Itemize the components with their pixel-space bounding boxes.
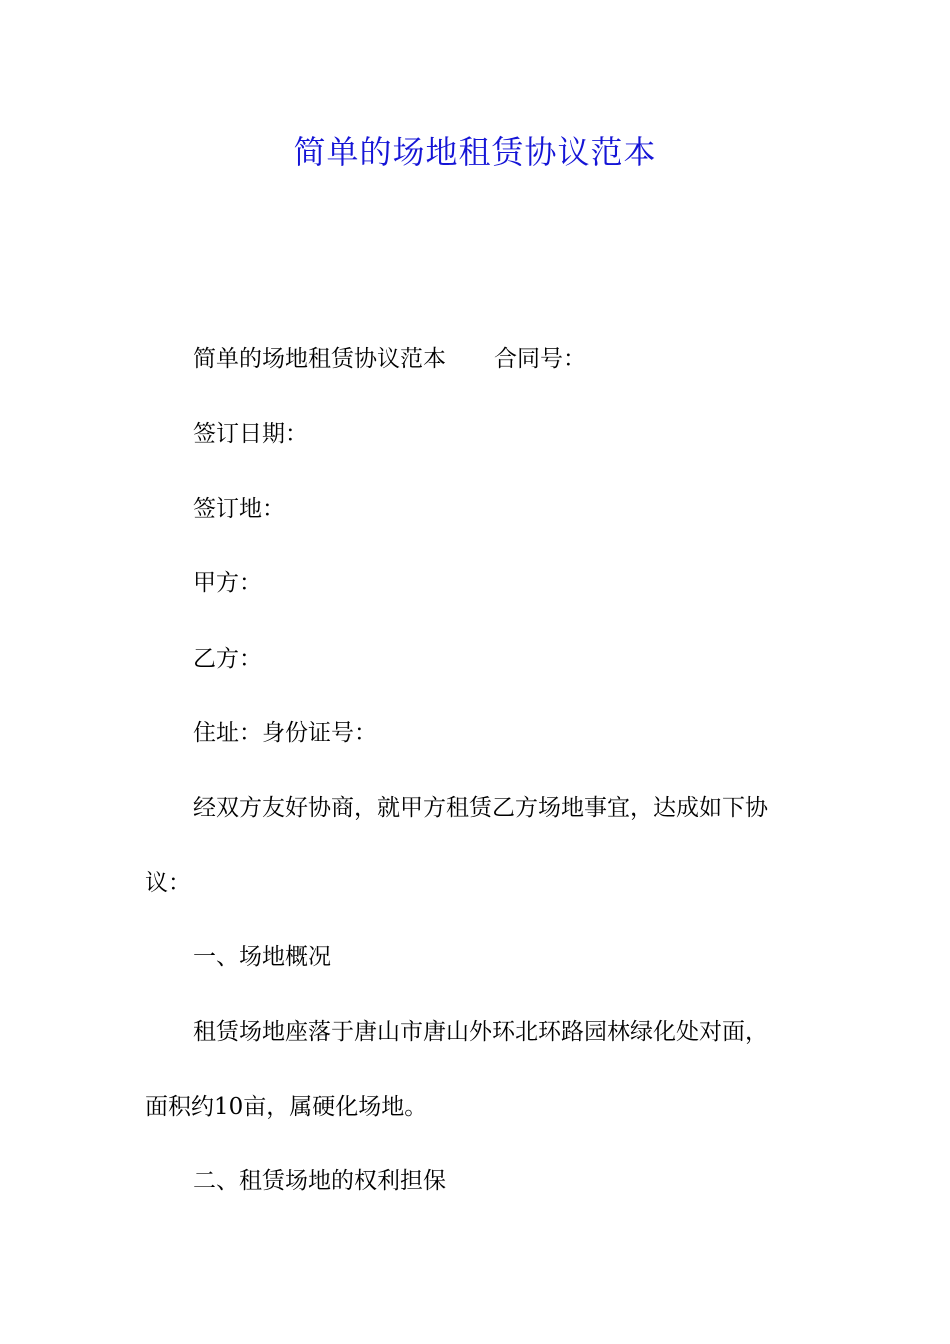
agreement-intro-line-2: 议：	[145, 870, 191, 896]
header-line	[193, 344, 586, 374]
agreement-intro-line-1: 经双方友好协商，就甲方租赁乙方场地事宜，达成如下协	[193, 795, 768, 821]
party-a-label: 甲方：	[193, 570, 262, 596]
sign-place-label: 签订地：	[193, 496, 285, 522]
section-1-heading: 一、场地概况	[193, 944, 331, 970]
document-title: 简单的场地租赁协议范本	[293, 133, 657, 171]
address-id-label: 住址：身份证号：	[193, 720, 377, 746]
contract-number-label: 合同号：	[494, 346, 586, 372]
sign-date-label: 签订日期：	[193, 421, 308, 447]
section-1-body-line-2: 面积约10亩，属硬化场地。	[145, 1094, 428, 1120]
section-2-heading: 二、租赁场地的权利担保	[193, 1168, 446, 1194]
contract-name: 简单的场地租赁协议范本	[193, 346, 446, 372]
party-b-label: 乙方：	[193, 646, 262, 672]
section-1-body-line-1: 租赁场地座落于唐山市唐山外环北环路园林绿化处对面，	[193, 1019, 768, 1045]
